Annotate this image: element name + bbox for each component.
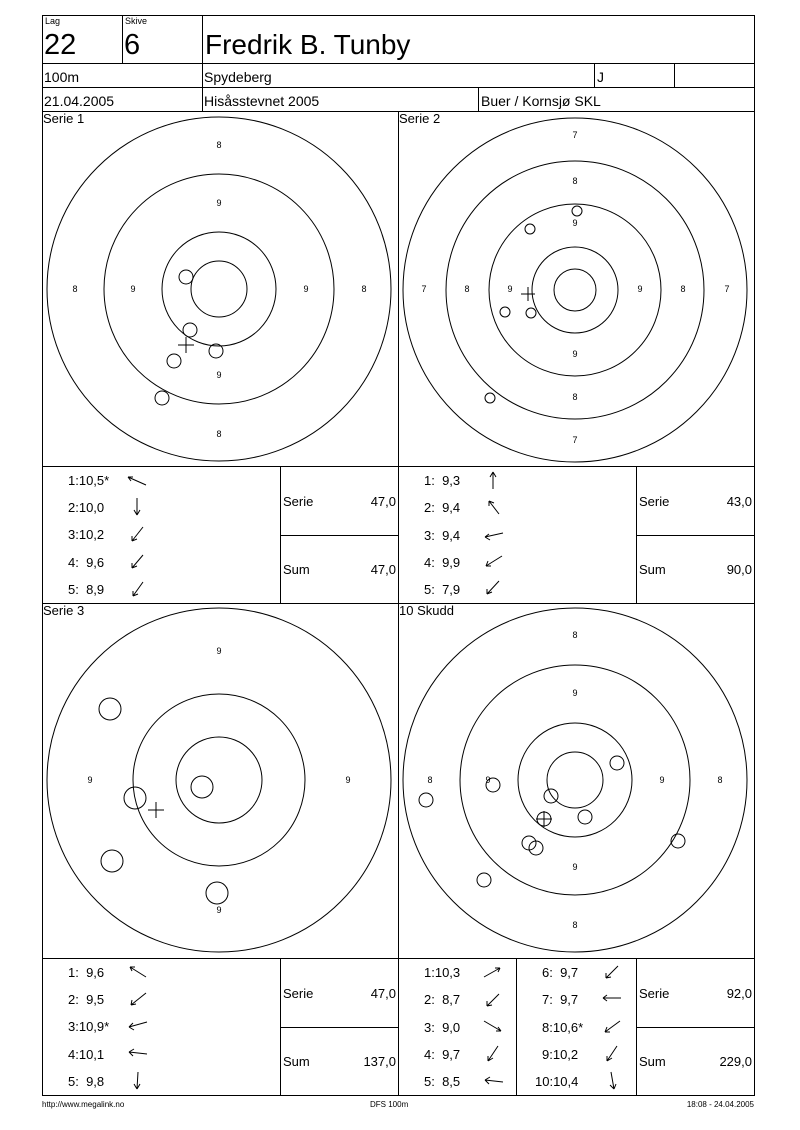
shot-score: 2: 8,7: [424, 992, 461, 1007]
skive-label: Skive: [125, 16, 148, 26]
shot-score: 3:10,9*: [68, 1019, 110, 1034]
ring-label: 9: [485, 775, 491, 785]
sum-label: Sum: [283, 1054, 310, 1069]
panel-title-serie1: Serie 1: [43, 111, 85, 126]
serie-value: 43,0: [726, 494, 752, 509]
shot-score: 8:10,6*: [542, 1020, 584, 1035]
shooter-name: Fredrik B. Tunby: [205, 29, 411, 60]
ring-label: 9: [216, 198, 222, 208]
sum-label: Sum: [639, 562, 666, 577]
ring-label: 9: [303, 284, 309, 294]
ring-label: 7: [421, 284, 427, 294]
shot-score: 1: 9,6: [68, 965, 105, 980]
ring-label: 8: [717, 775, 723, 785]
sum-value: 47,0: [370, 562, 396, 577]
ring-label: 9: [216, 905, 222, 915]
ring-label: 8: [72, 284, 78, 294]
club: Buer / Kornsjø SKL: [481, 93, 601, 109]
ring-label: 8: [464, 284, 470, 294]
panel-title-serie3: Serie 3: [43, 603, 85, 618]
event: Hisåsstevnet 2005: [204, 93, 320, 109]
ring-label: 8: [427, 775, 433, 785]
footer-timestamp: 18:08 - 24.04.2005: [686, 1100, 754, 1109]
arrow-down-left-icon: [487, 994, 499, 1006]
ring-label: 7: [572, 435, 578, 445]
arrow-down-left-icon: [605, 1021, 620, 1032]
ring-label: 8: [572, 176, 578, 186]
shot-score: 3: 9,4: [424, 528, 461, 543]
ring-label: 8: [572, 392, 578, 402]
shot-score: 10:10,4: [535, 1074, 579, 1089]
ring-label: 9: [572, 862, 578, 872]
shot-score: 6: 9,7: [542, 965, 579, 980]
arrow-right-down-icon: [484, 1021, 501, 1031]
sum-value: 90,0: [726, 562, 752, 577]
ring-label: 7: [724, 284, 730, 294]
shot-score: 4: 9,6: [68, 555, 105, 570]
shot-score: 5: 8,5: [424, 1074, 461, 1089]
shot-score: 7: 9,7: [542, 992, 579, 1007]
arrow-down-left-icon: [488, 1046, 498, 1061]
panel-title-serie2: Serie 2: [399, 111, 441, 126]
ring-label: 9: [637, 284, 643, 294]
date: 21.04.2005: [44, 93, 115, 109]
class: J: [597, 69, 604, 85]
ring-label: 9: [572, 688, 578, 698]
ring-label: 9: [130, 284, 136, 294]
shot-score: 1:10,3: [424, 965, 461, 980]
arrow-left-icon: [603, 995, 621, 1001]
ring-label: 8: [216, 140, 222, 150]
shot-score: 4:10,1: [68, 1047, 105, 1062]
ring-label: 9: [572, 349, 578, 359]
shot-score: 5: 9,8: [68, 1074, 105, 1089]
ring-label: 9: [659, 775, 665, 785]
shot-score: 5: 8,9: [68, 582, 105, 597]
footer-center: DFS 100m: [370, 1100, 409, 1109]
ring-label: 8: [572, 920, 578, 930]
ring-label: 8: [572, 630, 578, 640]
distance: 100m: [44, 69, 80, 85]
ring-label: 9: [216, 646, 222, 656]
shot-score: 4: 9,7: [424, 1047, 461, 1062]
sum-value: 229,0: [719, 1054, 752, 1069]
shot-score: 4: 9,9: [424, 555, 461, 570]
shot-score: 1: 9,3: [424, 473, 461, 488]
ring-label: 8: [680, 284, 686, 294]
lag-label: Lag: [45, 16, 61, 26]
shot-score: 2: 9,5: [68, 992, 105, 1007]
ring-label: 9: [345, 775, 351, 785]
ring-label: 7: [572, 130, 578, 140]
shot-score: 2:10,0: [68, 500, 105, 515]
arrow-down-left-icon: [606, 966, 618, 978]
serie-value: 47,0: [370, 986, 396, 1001]
serie-label: Serie: [639, 494, 670, 509]
shot-score: 3: 9,0: [424, 1020, 461, 1035]
panel-title-10skudd: 10 Skudd: [399, 603, 454, 618]
shot-score: 1:10,5*: [68, 473, 110, 488]
sum-value: 137,0: [363, 1054, 396, 1069]
ring-label: 9: [507, 284, 513, 294]
ring-label: 8: [216, 429, 222, 439]
arrow-down-left-icon: [607, 1046, 617, 1061]
shot-score: 3:10,2: [68, 527, 105, 542]
arrow-left-icon: [485, 1077, 503, 1084]
ring-label: 8: [361, 284, 367, 294]
arrow-down-icon: [610, 1072, 616, 1089]
footer-link[interactable]: http://www.megalink.no: [42, 1100, 125, 1109]
sum-label: Sum: [283, 562, 310, 577]
ring-label: 9: [216, 370, 222, 380]
serie-label: Serie: [283, 494, 314, 509]
serie-value: 92,0: [726, 986, 752, 1001]
shot-score: 9:10,2: [542, 1047, 579, 1062]
skive-value: 6: [124, 29, 141, 61]
ring-label: 9: [87, 775, 93, 785]
serie-label: Serie: [283, 986, 314, 1001]
lag-value: 22: [44, 29, 77, 61]
serie-label: Serie: [639, 986, 670, 1001]
shot-score: 2: 9,4: [424, 500, 461, 515]
shot-score: 5: 7,9: [424, 582, 461, 597]
place: Spydeberg: [204, 69, 272, 85]
ring-label: 9: [572, 218, 578, 228]
sum-label: Sum: [639, 1054, 666, 1069]
serie-value: 47,0: [370, 494, 396, 509]
arrow-right-up-icon: [484, 968, 500, 977]
